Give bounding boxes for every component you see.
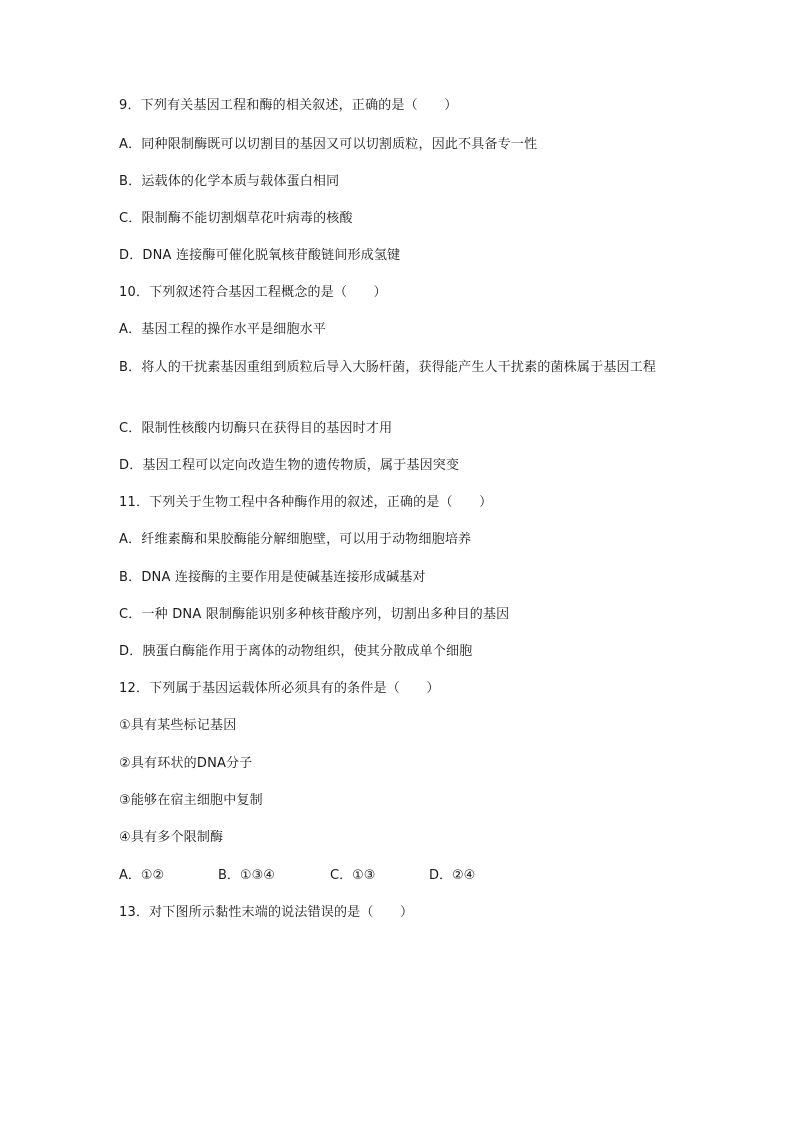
question-12-item-3: ③能够在宿主细胞中复制 (119, 793, 263, 808)
question-9-option-d: D．DNA 连接酶可催化脱氧核苷酸链间形成氢键 (119, 248, 401, 263)
question-10-option-a: A．基因工程的操作水平是细胞水平 (119, 322, 327, 337)
question-13-stem: 13．对下图所示黏性末端的说法错误的是（ ） (119, 905, 414, 920)
question-12-stem: 12．下列属于基因运载体所必须具有的条件是（ ） (119, 681, 440, 696)
question-11-stem: 11．下列关于生物工程中各种酶作用的叙述，正确的是（ ） (119, 495, 493, 510)
question-12-option-b: B．①③④ (218, 868, 275, 883)
question-9-stem: 9．下列有关基因工程和酶的相关叙述，正确的是（ ） (119, 98, 458, 113)
question-11-option-a: A．纤维素酶和果胶酶能分解细胞壁，可以用于动物细胞培养 (119, 532, 472, 547)
question-12-option-a: A．①② (119, 868, 165, 883)
question-10-option-b: B．将人的干扰素基因重组到质粒后导入大肠杆菌，获得能产生人干扰素的菌株属于基因工程 (119, 360, 657, 375)
question-12-item-2: ②具有环状的DNA分子 (119, 756, 253, 771)
question-12-item-4: ④具有多个限制酶 (119, 830, 224, 845)
question-12-option-d: D．②④ (429, 868, 476, 883)
question-10-option-c: C．限制性核酸内切酶只在获得目的基因时才用 (119, 421, 393, 436)
question-9-option-a: A．同种限制酶既可以切割目的基因又可以切割质粒，因此不具备专一性 (119, 137, 538, 152)
question-10-option-d: D．基因工程可以定向改造生物的遗传物质，属于基因突变 (119, 458, 460, 473)
question-11-option-c: C．一种 DNA 限制酶能识别多种核苷酸序列，切割出多种目的基因 (119, 607, 510, 622)
question-11-option-d: D．胰蛋白酶能作用于离体的动物组织，使其分散成单个细胞 (119, 644, 473, 659)
question-9-option-c: C．限制酶不能切割烟草花叶病毒的核酸 (119, 211, 353, 226)
question-12-choices (119, 867, 475, 885)
question-9-option-b: B．运载体的化学本质与载体蛋白相同 (119, 174, 340, 189)
question-11-option-b: B．DNA 连接酶的主要作用是使碱基连接形成碱基对 (119, 570, 426, 585)
question-12-option-c: C．①③ (330, 868, 376, 883)
question-12-item-1: ①具有某些标记基因 (119, 718, 237, 733)
question-10-stem: 10．下列叙述符合基因工程概念的是（ ） (119, 285, 387, 300)
